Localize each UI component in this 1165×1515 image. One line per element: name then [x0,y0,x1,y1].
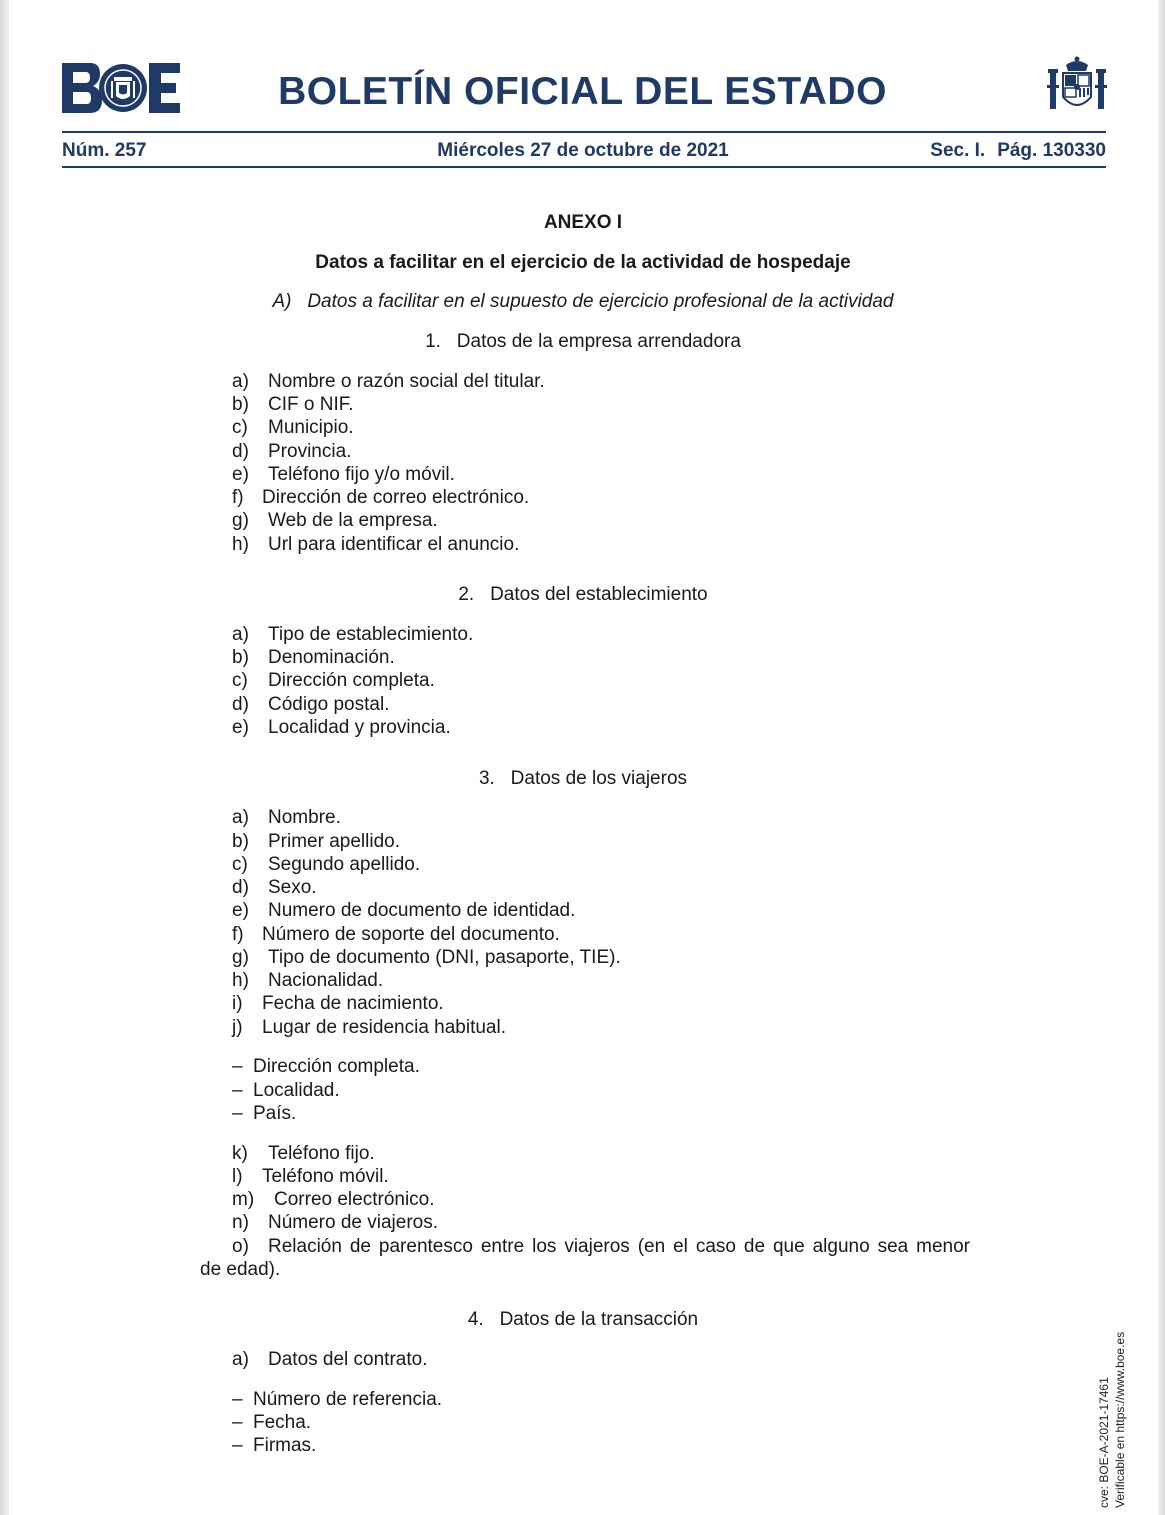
list-item: a) Nombre o razón social del titular. [232,371,545,392]
list-item: e) Teléfono fijo y/o móvil. [232,464,455,485]
list-item: c) Municipio. [232,417,354,438]
section-heading [100,767,1066,790]
page-number: Pág. 130330 [997,140,1106,161]
section-title: Datos de la transacción [499,1309,699,1330]
list-item: o) Relación de parentesco entre los viajeros (en el caso de que alguno sea menor [232,1236,970,1257]
sub-list-item: – País. [232,1103,297,1124]
section-heading [100,1308,1066,1331]
list-item: e) Localidad y provincia. [232,717,451,738]
sub-list-item: – Número de referencia. [232,1389,443,1410]
list-item: d) Provincia. [232,441,352,462]
list-item: m) Correo electrónico. [232,1189,435,1210]
list-item: f) Número de soporte del documento. [232,924,560,945]
cve-code: cve: BOE-A-2021-17461 [1097,1377,1111,1508]
verification-sidebar [1096,1308,1128,1508]
list-item: g) Tipo de documento (DNI, pasaporte, TIE). [232,947,621,968]
section-label: Sec. I. [930,140,986,161]
list-item: b) Denominación. [232,647,395,668]
sub-list-item: – Dirección completa. [232,1056,420,1077]
list-item: d) Sexo. [232,877,317,898]
list-item-continuation: de edad). [200,1259,281,1280]
list-item: a) Tipo de establecimiento. [232,624,474,645]
sub-list-item: – Fecha. [232,1412,312,1433]
section-number: 1. [425,331,441,352]
part-heading [100,290,1066,313]
list-item: f) Dirección de correo electrónico. [232,487,530,508]
list-item: c) Dirección completa. [232,670,435,691]
list-item: c) Segundo apellido. [232,854,421,875]
section-heading [100,583,1066,606]
sub-list-item: – Firmas. [232,1435,317,1456]
list-item: n) Número de viajeros. [232,1212,439,1233]
list-item: h) Url para identificar el anuncio. [232,534,520,555]
issue-date: Miércoles 27 de octubre de 2021 [437,140,729,161]
section-number: 3. [478,768,495,789]
list-item: a) Datos del contrato. [232,1349,428,1370]
section-title: Datos del establecimiento [490,584,708,605]
list-item: a) Nombre. [232,807,341,828]
section-heading [100,330,1066,353]
issue-number: Núm. 257 [62,140,147,161]
list-item: i) Fecha de nacimiento. [232,993,444,1014]
list-item: b) Primer apellido. [232,831,400,852]
list-item: e) Numero de documento de identidad. [232,900,576,921]
list-item: d) Código postal. [232,694,390,715]
part-label: A) [272,291,292,312]
list-item: g) Web de la empresa. [232,510,438,531]
section-number: 4. [467,1309,484,1330]
annex-title: ANEXO I [543,212,623,233]
section-title: Datos de la empresa arrendadora [456,331,741,352]
verify-link[interactable]: Verificable en https://www.boe.es [1113,1331,1127,1508]
list-item: h) Nacionalidad. [232,970,384,991]
section-title: Datos de los viajeros [510,768,688,789]
annex-subtitle: Datos a facilitar en el ejercicio de la actividad de hospedaje [315,252,851,273]
list-item: b) CIF o NIF. [232,394,354,415]
page-title: BOLETÍN OFICIAL DEL ESTADO [278,70,887,113]
list-item: j) Lugar de residencia habitual. [232,1017,507,1038]
list-item: l) Teléfono móvil. [232,1166,389,1187]
part-text: Datos a facilitar en el supuesto de ejercicio profesional de la actividad [307,291,894,312]
section-number: 2. [458,584,475,605]
sub-list-item: – Localidad. [232,1080,340,1101]
list-item: k) Teléfono fijo. [232,1143,375,1164]
